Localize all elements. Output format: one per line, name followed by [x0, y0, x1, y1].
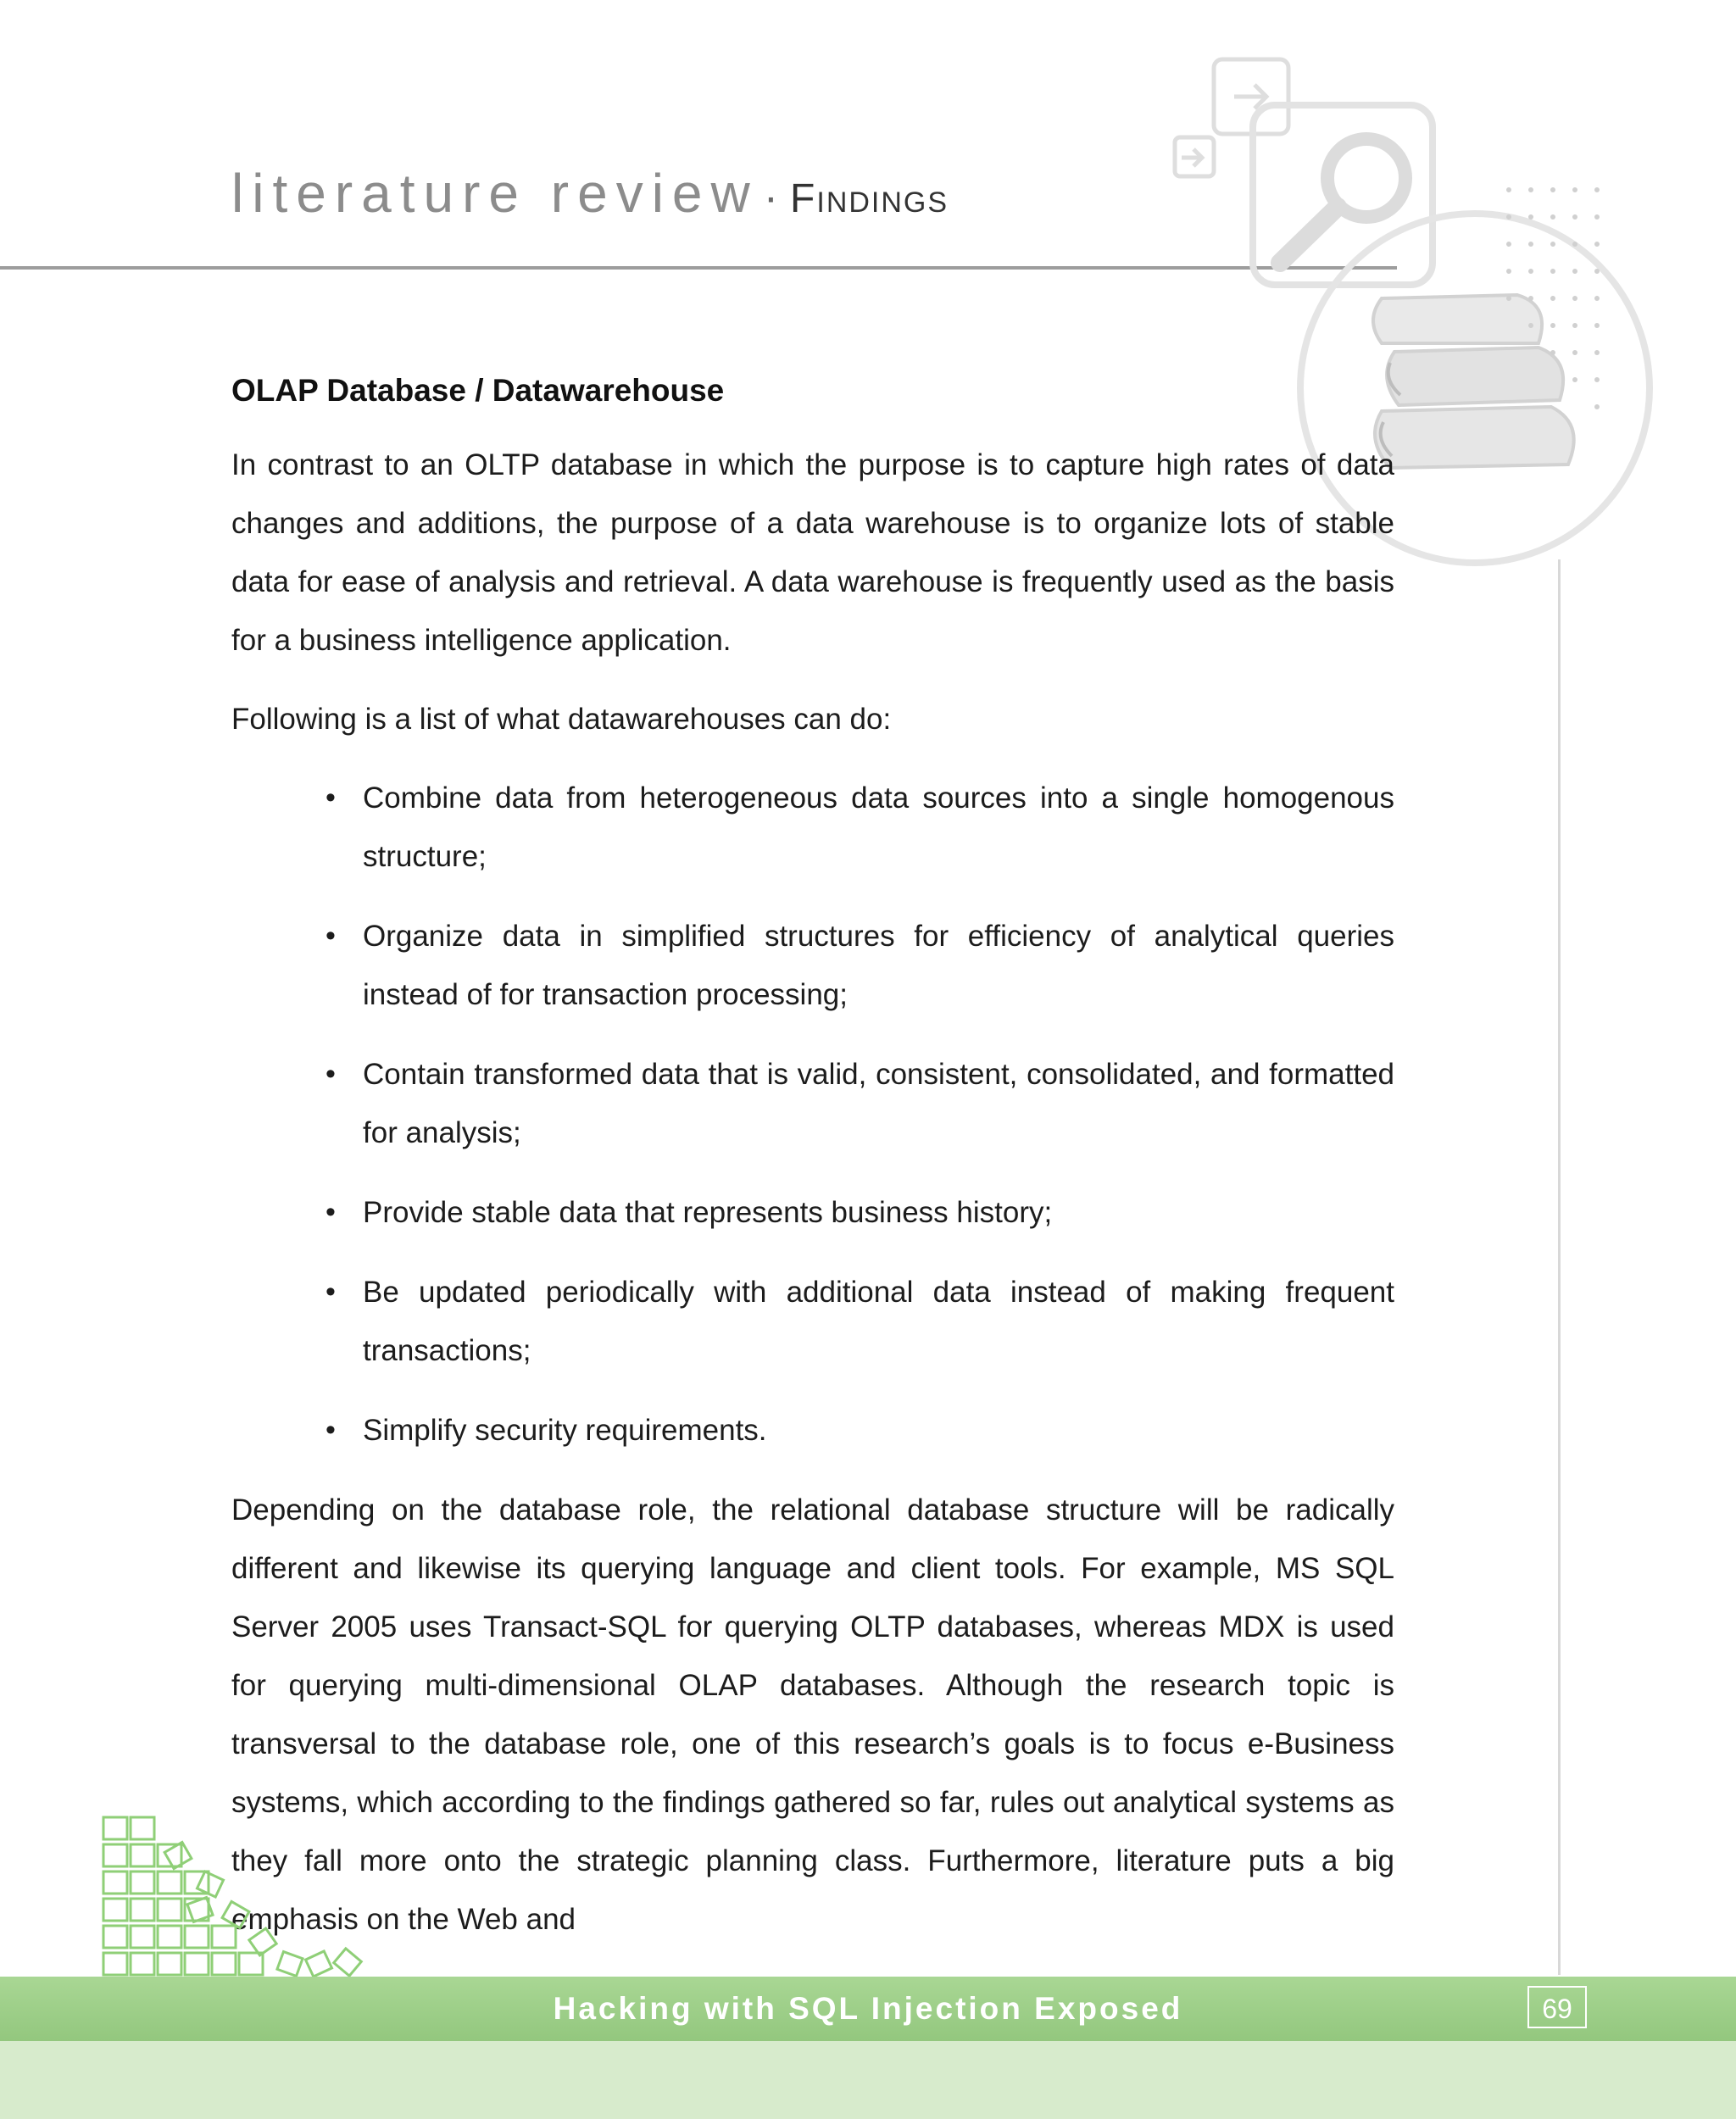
side-rule	[1558, 559, 1561, 1975]
main-content	[231, 361, 1394, 1969]
list-intro: Following is a list of what datawarehouses can do:	[231, 703, 892, 736]
list-item: • Provide stable data that represents business history;	[363, 1183, 1394, 1242]
title-separator: ·	[763, 173, 779, 222]
document-arrow-icon	[1175, 59, 1288, 176]
books-icon	[1373, 295, 1574, 468]
list-item: • Be updated periodically with additional data instead of making frequent transactions;	[363, 1263, 1394, 1380]
list-item: • Simplify security requirements.	[363, 1401, 1394, 1460]
page-number: 69	[1527, 1986, 1587, 2028]
list-item: • Contain transformed data that is valid, consistent, consolidated, and formatted for analysis;	[363, 1045, 1394, 1162]
list-item: • Combine data from heterogeneous data sources into a single homogenous structure;	[363, 769, 1394, 886]
page-title	[231, 163, 949, 224]
list-item: • Organize data in simplified structures for efficiency of analytical queries instead of for transaction processing;	[363, 907, 1394, 1024]
footer-lower-band	[0, 2041, 1736, 2119]
title-light: literature review	[231, 163, 759, 224]
title-strong: Findings	[790, 176, 949, 221]
section-heading: OLAP Database / Datawarehouse	[231, 373, 725, 408]
capabilities-list	[231, 769, 1394, 1460]
footer-book-title: Hacking with SQL Injection Exposed	[553, 1991, 1183, 2026]
paragraph-intro: In contrast to an OLTP database in which the purpose is to capture high rates of data changes and additions, the purpose of a data warehouse is to organize lots of stable data for ease of analysis and retrieval. A data warehouse is frequently used as the basis for a business intelligence application.	[231, 448, 1394, 657]
paragraph-role: Depending on the database role, the relational database structure will be radically different and likewise its querying language and client tools. For example, MS SQL Server 2005 uses Transact-SQL for querying OLTP databases, whereas MDX is used for querying multi-dimensional OLAP databases. Although the research topic is transversal to the database role, one of this research’s goals is to focus e-Business systems, which according to the findings gathered so far, rules out analytical systems as they fall more onto the strategic planning class. Furthermore, literature puts a big emphasis on the Web and	[231, 1493, 1394, 1936]
